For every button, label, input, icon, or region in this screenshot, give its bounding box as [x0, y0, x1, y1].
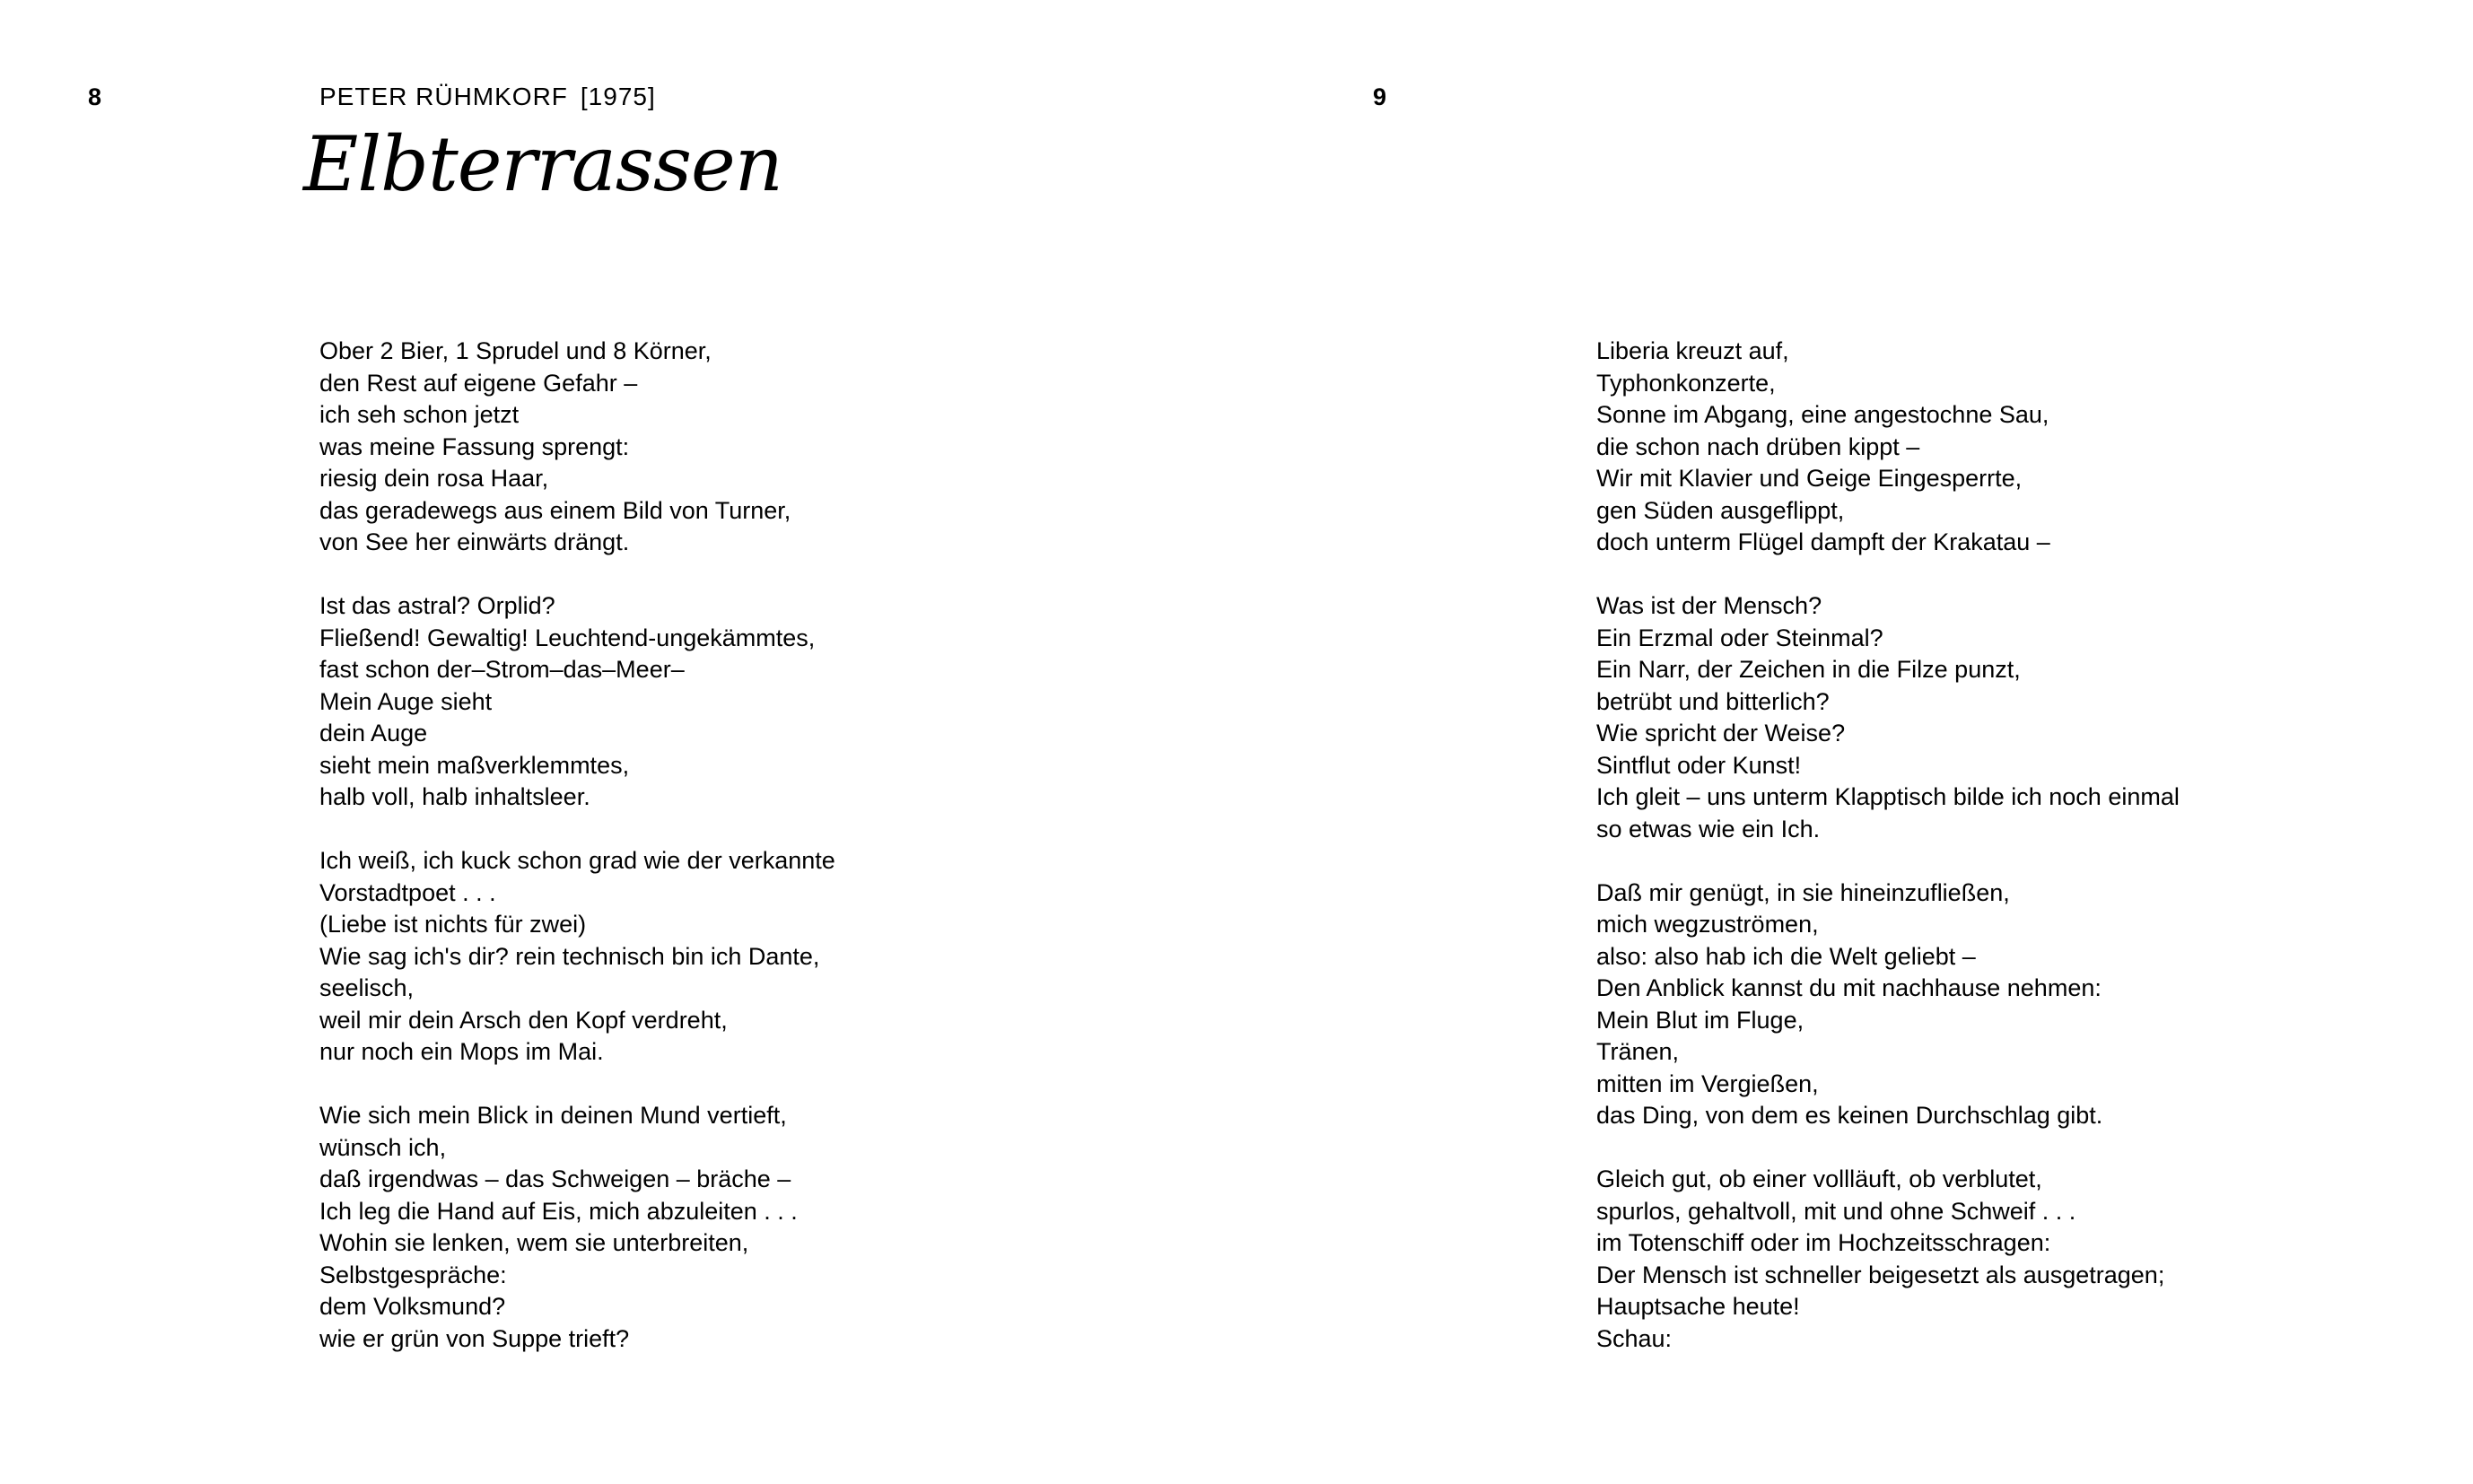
poem-line: Ich leg die Hand auf Eis, mich abzuleiten . . .	[319, 1197, 798, 1225]
poem-line: doch unterm Flügel dampft der Krakatau –	[1596, 528, 2050, 555]
poem-line: Wohin sie lenken, wem sie unterbreiten,	[319, 1229, 749, 1256]
poem-line: Sonne im Abgang, eine angestochne Sau,	[1596, 401, 2049, 428]
publication-year: [1975]	[580, 83, 656, 110]
poem-line: Ist das astral? Orplid?	[319, 592, 555, 619]
poem-line: die schon nach drüben kippt –	[1596, 432, 1920, 460]
poem-line: mich wegzuströmen,	[1596, 911, 1819, 938]
poem-line: den Rest auf eigene Gefahr –	[319, 369, 638, 397]
poem-line: im Totenschiff oder im Hochzeitsschragen:	[1596, 1229, 2051, 1256]
running-header	[319, 81, 656, 113]
stanza	[1596, 336, 2180, 559]
poem-line: was meine Fassung sprengt:	[319, 432, 630, 460]
poem-line: wie er grün von Suppe trieft?	[319, 1324, 630, 1352]
poem-line: riesig dein rosa Haar,	[319, 465, 549, 492]
poem-line: Mein Auge sieht	[319, 687, 493, 715]
poem-line: Sintflut oder Kunst!	[1596, 751, 1802, 779]
stanza	[1596, 1164, 2180, 1355]
poem-line: wünsch ich,	[319, 1133, 447, 1161]
poem-line: Wie sag ich's dir? rein technisch bin ich Dante,	[319, 942, 820, 970]
poem-line: Ein Erzmal oder Steinmal?	[1596, 624, 1883, 651]
author-name: PETER RÜHMKORF	[319, 83, 568, 110]
poem-line: spurlos, gehaltvoll, mit und ohne Schweif . . .	[1596, 1197, 2076, 1225]
poem-line: Den Anblick kannst du mit nachhause nehmen:	[1596, 974, 2102, 1001]
poem-line: Tränen,	[1596, 1038, 1680, 1065]
poem-line: Selbstgespräche:	[319, 1261, 507, 1288]
stanza	[319, 590, 835, 814]
poem-line: weil mir dein Arsch den Kopf verdreht,	[319, 1006, 728, 1034]
poem-line: von See her einwärts drängt.	[319, 528, 630, 555]
poem-line: fast schon der–Strom–das–Meer–	[319, 656, 685, 683]
poem-line: Ober 2 Bier, 1 Sprudel und 8 Körner,	[319, 337, 712, 364]
poem-line: Wie spricht der Weise?	[1596, 720, 1846, 746]
poem-line: dem Volksmund?	[319, 1293, 506, 1320]
poem-line: (Liebe ist nichts für zwei)	[319, 911, 587, 938]
poem-line: Mein Blut im Fluge,	[1596, 1006, 1805, 1034]
poem-line: Ein Narr, der Zeichen in die Filze punzt,	[1596, 656, 2021, 683]
stanza	[319, 336, 835, 559]
poem-line: Ich weiß, ich kuck schon grad wie der verkannte	[319, 847, 835, 874]
poem-line: betrübt und bitterlich?	[1596, 687, 1830, 715]
poem-line: Der Mensch ist schneller beigesetzt als ausgetragen;	[1596, 1261, 2165, 1288]
stanza	[319, 845, 835, 1069]
poem-line: dein Auge	[319, 720, 428, 746]
left-page	[0, 0, 1236, 1484]
poem-line: Ich gleit – uns unterm Klapptisch bilde ich noch einmal	[1596, 783, 2180, 810]
poem-line: ich seh schon jetzt	[319, 401, 520, 428]
poem-line: daß irgendwas – das Schweigen – bräche –	[319, 1165, 791, 1192]
poem-line: Was ist der Mensch?	[1596, 592, 1822, 619]
poem-line: also: also hab ich die Welt geliebt –	[1596, 942, 1976, 970]
stanza	[1596, 590, 2180, 845]
poem-line: so etwas wie ein Ich.	[1596, 815, 1821, 842]
poem-line: mitten im Vergießen,	[1596, 1069, 1819, 1097]
poem-line: Typhonkonzerte,	[1596, 369, 1776, 397]
poem-line: Liberia kreuzt auf,	[1596, 337, 1789, 364]
poem-line: Vorstadtpoet . . .	[319, 878, 496, 906]
right-poem-body	[1596, 336, 2180, 1387]
page-number-left: 8	[88, 83, 102, 110]
poem-line: Hauptsache heute!	[1596, 1293, 1800, 1320]
poem-line: Wir mit Klavier und Geige Eingesperrte,	[1596, 465, 2023, 492]
poem-line: Wie sich mein Blick in deinen Mund vertieft,	[319, 1102, 787, 1129]
page-number-right: 9	[1373, 83, 1387, 110]
poem-line: das Ding, von dem es keinen Durchschlag gibt.	[1596, 1102, 2103, 1129]
poem-line: Fließend! Gewaltig! Leuchtend-ungekämmtes,	[319, 624, 816, 651]
poem-line: Schau:	[1596, 1324, 1673, 1352]
poem-line: nur noch ein Mops im Mai.	[319, 1038, 604, 1065]
stanza	[319, 1100, 835, 1355]
left-poem-body	[319, 336, 835, 1387]
poem-line: das geradewegs aus einem Bild von Turner,	[319, 496, 791, 524]
poem-line: seelisch,	[319, 974, 415, 1001]
poem-title: Elbterrassen	[303, 120, 782, 208]
poem-line: halb voll, halb inhaltsleer.	[319, 783, 590, 810]
poem-line: sieht mein maßverklemmtes,	[319, 751, 630, 779]
poem-line: Gleich gut, ob einer vollläuft, ob verblutet,	[1596, 1165, 2042, 1192]
poem-line: gen Süden ausgeflippt,	[1596, 496, 1845, 524]
stanza	[1596, 877, 2180, 1132]
poem-line: Daß mir genügt, in sie hineinzufließen,	[1596, 878, 2010, 906]
right-page	[1236, 0, 2473, 1484]
